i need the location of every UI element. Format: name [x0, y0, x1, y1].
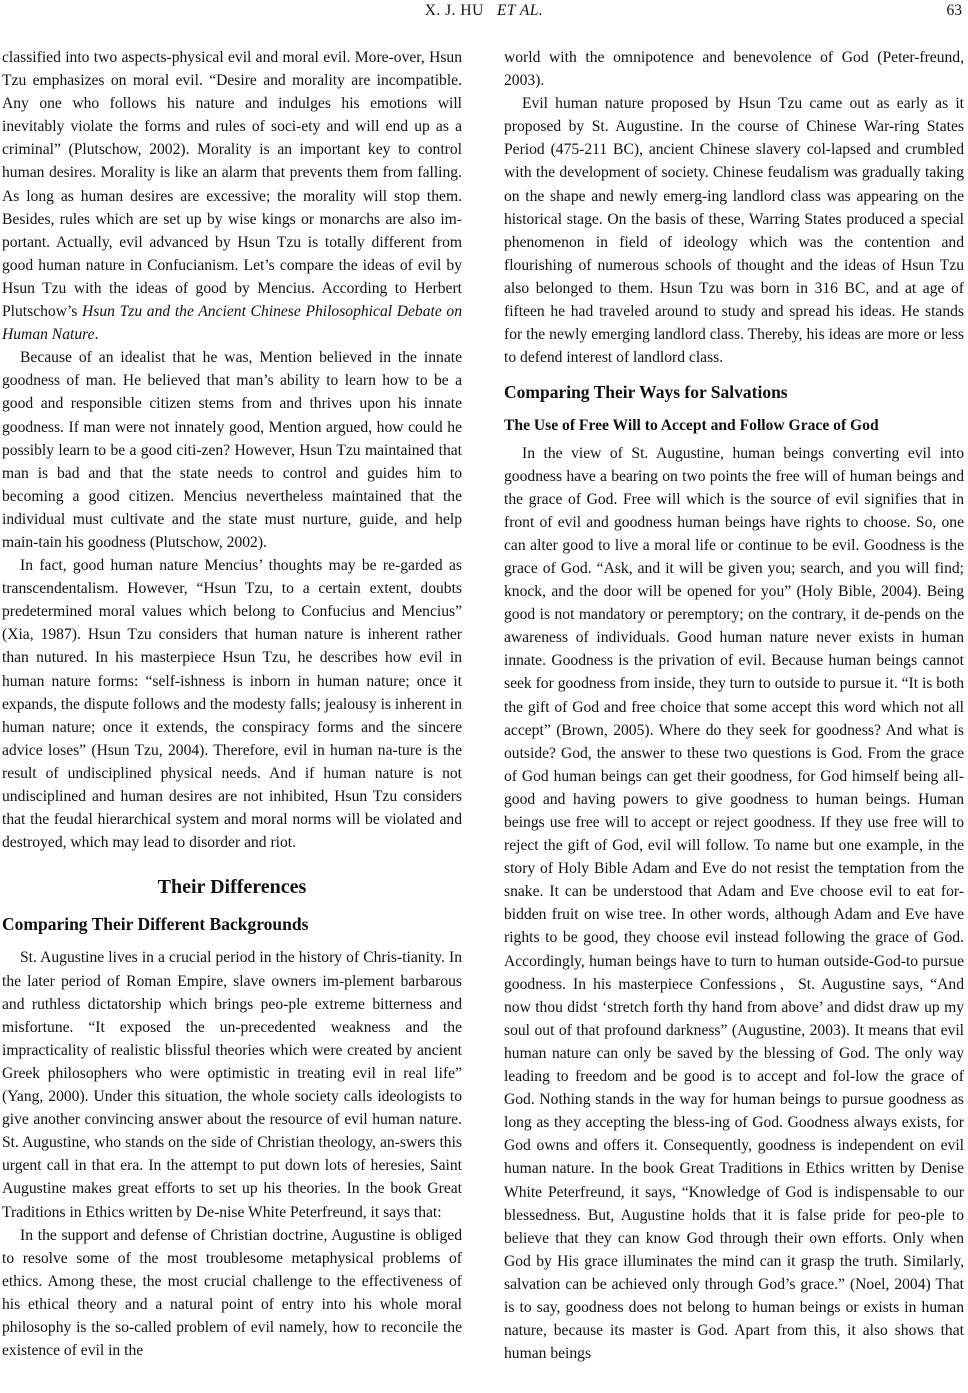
section-title: Their Differences [157, 876, 307, 899]
subsection-title-backgrounds: Comparing Their Different Backgrounds [2, 914, 309, 935]
book-title-italic: Hsun Tzu and the Ancient Chinese Philosophical Debate on Human Nature [2, 303, 462, 344]
paragraph-right-2: Evil human nature proposed by Hsun Tzu came out as early as it proposed by St. Augustine. In the course of Chinese War-ring States Period (475-211 BC), ancient Chinese slavery col-lapsed and crumbled with the development of society. Chinese feudalism was gradually taking on the shape and newly emerg-ing landlord class was appearing on the historical stage. On the basis of these, Warring States produced a special phenomenon in field of ideology which was the contention and flourishing of numerous schools of thought and the ideas of Hsun Tzu also belonged to them. Hsun Tzu was born in 316 BC, and at age of fifteen he had traveled around to study and spread his ideas. He stands for the newly emerging landlord class. Thereby, his ideas are more or less to defend interest of landlord class. [504, 95, 964, 367]
paragraph-right-1: world with the omnipotence and benevolence of God (Peter-freund, 2003). [504, 49, 964, 90]
paragraph-left-4: St. Augustine lives in a crucial period in the history of Chris-tianity. In the later period of Roman Empire, slave owners im-plement barbarous and ruthless dictatorship which brings peo-ple extreme bitterness and misfortune. “It exposed the un-precedented weakness and the impracticality of realistic blissful theories which were created by ancient Greek philosophers who were optimistic in treating evil in real life” (Yang, 2000). Under this situation, the whole society calls ideologists to give another convincing answer about the resource of evil human nature. St. Augustine, who stands on the side of Christian theology, an-swers this urgent call in that era. In the attempt to put down lots of heresies, Saint Augustine makes great efforts to set up his theories. In the book Great Traditions in Ethics written by De-nise White Peterfreund, it says that: [2, 949, 462, 1221]
running-head-authors [0, 0, 968, 22]
right-column [504, 46, 964, 1365]
paragraph-left-1-text: classified into two aspects-physical evil and moral evil. More-over, Hsun Tzu emphasizes on moral evil. “Desire and morality are incompatible. Any one who follows his nature and indulges his emotions will inevitably violate the forms and rules of soci-ety and will end up as a criminal” (Plutschow, 2002). Morality is an important key to control human desires. Morality is like an alarm that prevents them from falling. As long as human desires are excessive; the morality will stop them. Besides, rules which are set up by wise kings or monarchs are also im-portant. Actually, evil advanced by Hsun Tzu is totally different from good human nature in Confucianism. Let’s compare the ideas of evil by Hsun Tzu with the ideas of good by Mencius. According to Herbert Plutschow’s [2, 49, 462, 321]
page-number: 63 [946, 2, 962, 19]
subsubsection-title-free-will: The Use of Free Will to Accept and Follow Grace of God [504, 417, 879, 435]
paragraph-left-1-end: . [94, 326, 99, 344]
authors-plain: X. J. HU [424, 2, 484, 19]
left-column [2, 46, 462, 1362]
paragraph-left-5: In the support and defense of Christian doctrine, Augustine is obliged to resolve some of the most troublesome metaphysical problems of ethics. Among these, the most crucial challenge to the effectiveness of his ethical theory and a natural point of entry into his whole moral philosophy is the so-called problem of evil namely, how to reconcile the existence of evil in the [2, 1226, 462, 1360]
paragraph-left-1 [2, 46, 462, 346]
paragraph-left-3: In fact, good human nature Mencius’ thoughts may be re-garded as transcendentalism. However, “Hsun Tzu, to a certain extent, doubts predetermined moral values which belong to Confucius and Mencius” (Xia, 1987). Hsun Tzu considers that human nature is inherent rather than nutured. In his masterpiece Hsun Tzu, he describes how evil in human nature forms: “self-ishness is inborn in human nature; once it expands, the dispute follows and the modesty falls; jealousy is inherent in human nature; once it extends, the conspiracy forms and the sincere advice loses” (Hsun Tzu, 2004). Therefore, evil in human na-ture is the result of undisciplined physical needs. And if human nature is not undisciplined and human desires are not inhibited, Hsun Tzu considers that the feudal hierarchical system and moral norms will be violated and destroyed, which may lead to disorder and riot. [2, 557, 462, 852]
paragraph-right-3: In the view of St. Augustine, human beings converting evil into goodness have a bearing on two points the free will of human beings and the grace of God. Free will which is the source of evil signifies that in front of evil and goodness human beings have rights to choose. So, one can alter good to live a moral life or continue to be evil. Goodness is the grace of God. “Ask, and it will be given you; search, and you will find; knock, and the door will be opened for you” (Holy Bible, 2004). Being good is not mandatory or peremptory; on the contrary, it de-pends on the awareness of individuals. Good human nature never exists in human innate. Goodness is the privation of evil. Because human beings cannot seek for goodness from inside, they turn to outside to pursue it. “It is both the gift of God and free choice that some accept this word which not all accept” (Brown, 2005). Where do they seek for goodness? And what is outside? God, the answer to these two questions is God. From the grace of God human beings can get their goodness, for God himself being all-good and having powers to give goodness to human beings. Human beings use free will to accept or reject goodness. If they use free will to reject the gift of God, evil will follow. To name but one example, in the story of Holy Bible Adam and Eve do not resist the temptation from the snake. It can be understood that Adam and Eve choose evil to eat for-bidden fruit on wise tree. In other words, although Adam and Eve have rights to be good, they choose evil instead following the grace of God. Accordingly, human beings have to turn to human outside-God-to pursue goodness. In his masterpiece Confessions，St. Augustine says, “And now thou didst ‘stretch forth thy hand from above’ and didst draw up my soul out of that profound darkness” (Augustine, 2003). It means that evil human nature can only be saved by the blessing of God. The only way leading to freedom and be good is to accept and fol-low the grace of God. Nothing stands in the way for human beings to pursue goodness as long as they accepting the bless-ing of God. Goodness always exists, for God owns and offers it. Consequently, goodness is independent on evil human nature. In the book Great Traditions in Ethics written by Denise White Peterfreund, it says, “Knowledge of God is indispensable to our blessedness. But, Augustine holds that it is false pride for peo-ple to believe that they can know God through their own efforts. Only when God by His grace illuminates the mind can it grasp the truth. Similarly, salvation can be achieved only through God’s grace.” (Noel, 2004) That is to say, goodness does not belong to human beings or exists in human nature, because its master is God. Apart from this, it also shows that human beings [504, 444, 964, 1363]
running-head [0, 0, 968, 22]
authors-italic: ET AL. [496, 2, 544, 19]
subsection-title-salvations: Comparing Their Ways for Salvations [504, 382, 788, 403]
paragraph-left-2: Because of an idealist that he was, Mention believed in the innate goodness of man. He believed that man’s ability to learn how to be a good and responsible citizen stems from and thrives upon his innate goodness. If man were not innately good, Mention argued, how could he possibly learn to be a good citi-zen? However, Hsun Tzu maintained that man is bad and that the state needs to control and guides him to becoming a good citizen. Mencius nevertheless maintained that the individual must cultivate and the state must nurture, guide, and help main-tain his goodness (Plutschow, 2002). [2, 349, 462, 551]
